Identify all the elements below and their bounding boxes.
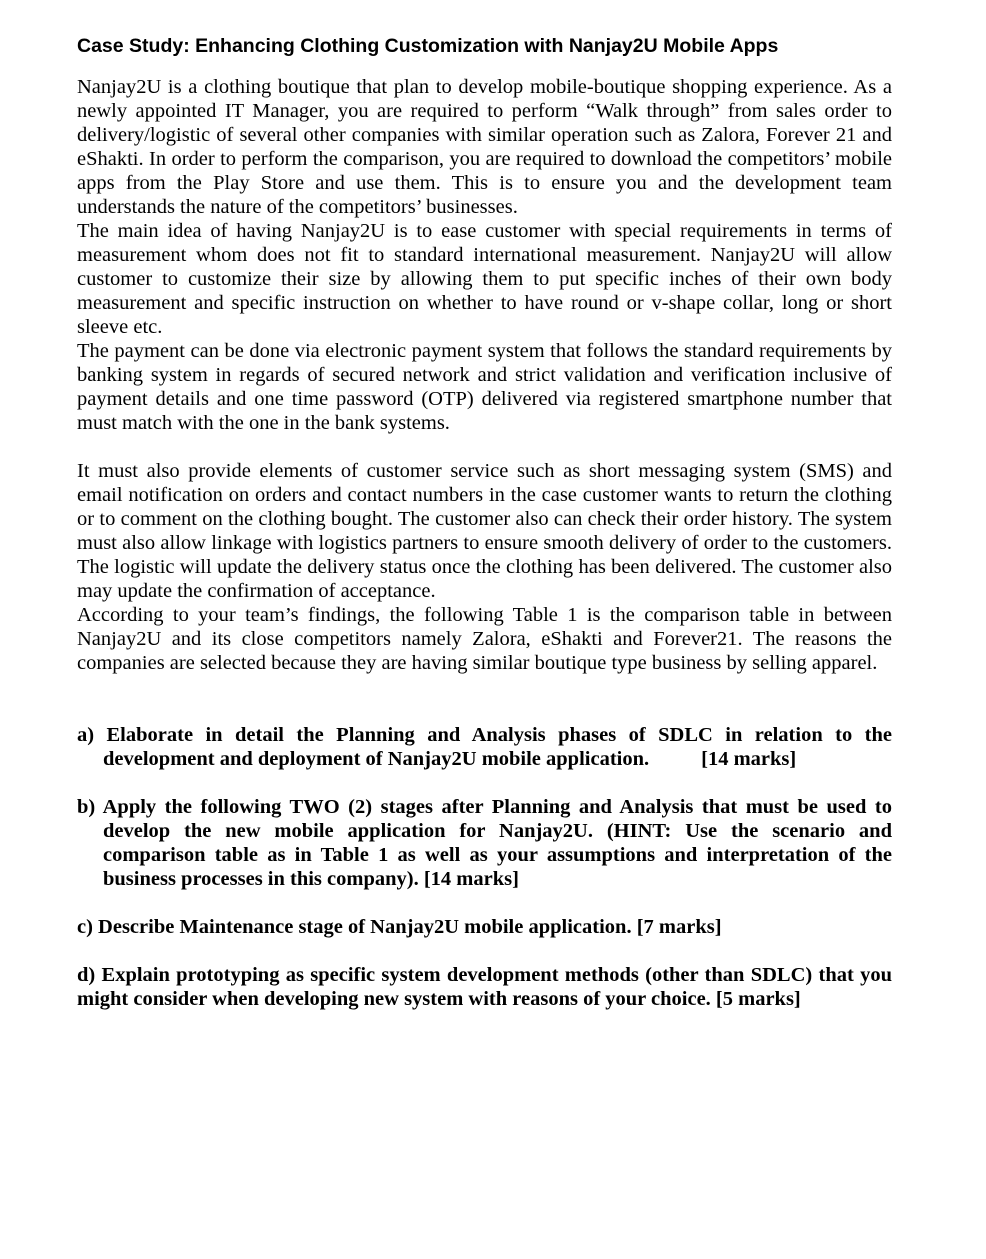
- section-spacer: [77, 675, 892, 723]
- question-spacer: [77, 939, 892, 963]
- document-title: Case Study: Enhancing Clothing Customization with Nanjay2U Mobile Apps: [77, 35, 779, 57]
- question-d: d) Explain prototyping as specific system development methods (other than SDLC) that you might consider when developing new system with reasons of your choice. [5 marks]: [77, 964, 892, 1010]
- paragraph-spacer: [77, 435, 892, 459]
- question-spacer: [77, 771, 892, 795]
- question-a-text: a) Elaborate in detail the Planning and Analysis phases of SDLC in relation to the development and deployment of Nanjay2U mobile application.: [77, 724, 892, 770]
- question-a-marks: [14 marks]: [701, 748, 797, 770]
- question-c: c) Describe Maintenance stage of Nanjay2U mobile application. [7 marks]: [77, 916, 722, 938]
- paragraph-customer-service: It must also provide elements of customer service such as short messaging system (SMS) and email notification on orders and contact numbers in the case customer wants to return the clothing or to comment on the clothing bought. The customer also can check their order history. The system must also allow linkage with logistics partners to ensure smooth delivery of order to the customers. The logistic will update the delivery status once the clothing has been delivered. The customer also may update the confirmation of acceptance.: [77, 460, 892, 602]
- question-a: [77, 723, 892, 771]
- paragraph-findings: According to your team’s findings, the following Table 1 is the comparison table in between Nanjay2U and its close competitors namely Zalora, eShakti and Forever21. The reasons the companies are selected because they are having similar boutique type business by selling apparel.: [77, 604, 892, 674]
- paragraph-main-idea: The main idea of having Nanjay2U is to ease customer with special requirements in terms of measurement whom does not fit to standard international measurement. Nanjay2U will allow customer to customize their size by allowing them to put specific inches of their own body measurement and specific instruction on whether to have round or v-shape collar, long or short sleeve etc.: [77, 220, 892, 338]
- question-b: b) Apply the following TWO (2) stages after Planning and Analysis that must be used to develop the new mobile application for Nanjay2U. (HINT: Use the scenario and comparison table as in Table 1 as well as your assumptions and interpretation of the business processes in this company). [14 marks]: [77, 796, 892, 890]
- question-spacer: [77, 891, 892, 915]
- document-page: [77, 31, 892, 1011]
- paragraph-payment: The payment can be done via electronic payment system that follows the standard requirements by banking system in regards of secured network and strict validation and verification inclusive of payment details and one time password (OTP) delivered via registered smartphone number that must match with the one in the bank systems.: [77, 340, 892, 434]
- paragraph-intro: Nanjay2U is a clothing boutique that plan to develop mobile-boutique shopping experience. As a newly appointed IT Manager, you are required to perform “Walk through” from sales order to delivery/logistic of several other companies with similar operation such as Zalora, Forever 21 and eShakti. In order to perform the comparison, you are required to download the competitors’ mobile apps from the Play Store and use them. This is to ensure you and the development team understands the nature of the competitors’ businesses.: [77, 76, 892, 218]
